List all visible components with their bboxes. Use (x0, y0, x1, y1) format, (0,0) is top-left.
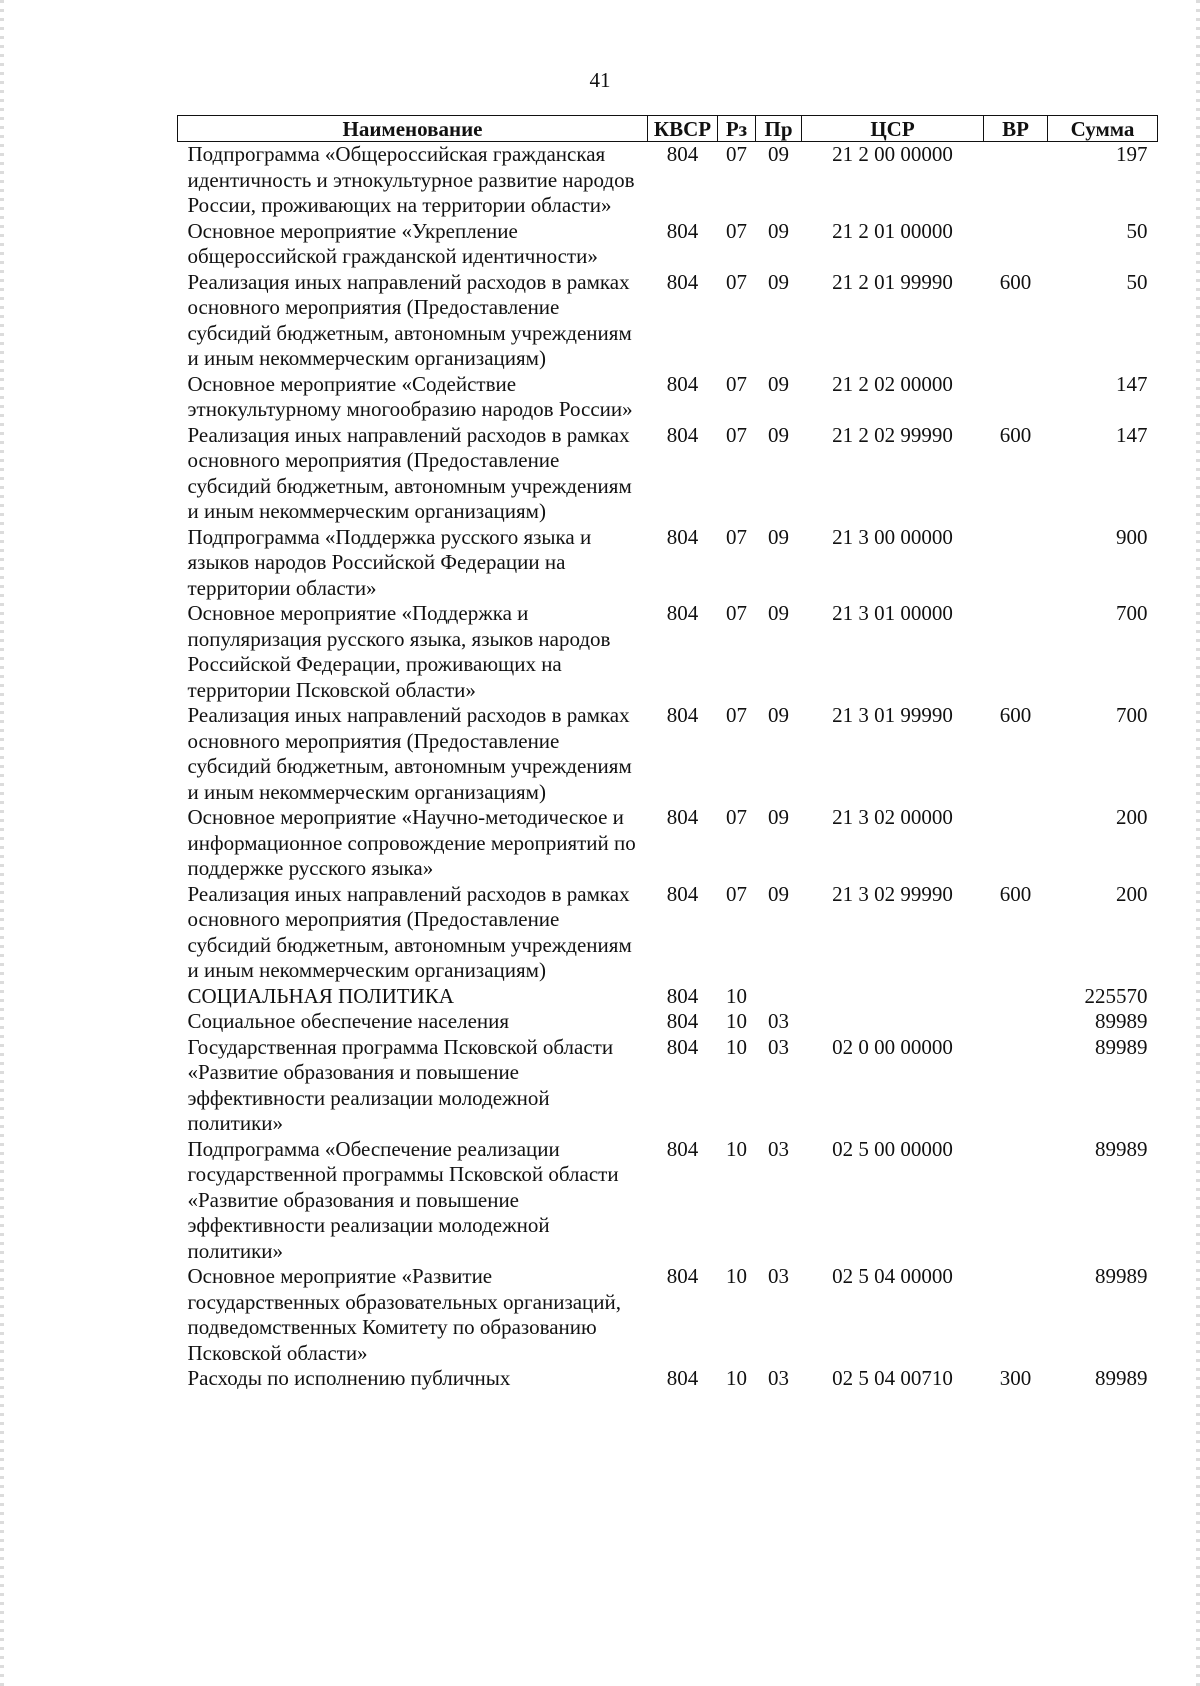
row-name: Социальное обеспечение населения (187, 1009, 510, 1033)
row-sum: 50 (1126, 218, 1148, 243)
header-rz: Рз (718, 116, 756, 142)
table-row (178, 882, 1158, 984)
row-vr: 600 (999, 703, 1032, 727)
row-name: Подпрограмма «Поддержка русского языка и языков народов Российской Федерации на территории области» (187, 524, 592, 600)
row-csr (802, 984, 984, 1010)
row-rz: 07 (726, 805, 747, 829)
row-pr: 09 (768, 703, 789, 727)
row-kvsr: 804 (666, 1264, 699, 1288)
table-row (178, 1366, 1158, 1392)
row-name: Расходы по исполнению публичных (187, 1366, 511, 1390)
row-kvsr: 804 (666, 371, 699, 396)
header-vr: ВР (984, 116, 1048, 142)
table-row (178, 270, 1158, 372)
budget-table (177, 115, 1158, 1392)
row-kvsr: 804 (666, 703, 699, 727)
scan-edge-right (1196, 0, 1200, 1686)
row-kvsr: 804 (666, 1366, 699, 1390)
page-number: 41 (589, 68, 611, 92)
row-kvsr: 804 (666, 805, 699, 829)
row-sum: 147 (1116, 422, 1148, 447)
row-kvsr: 804 (666, 601, 699, 625)
row-sum: 89989 (1095, 1264, 1148, 1288)
row-rz: 07 (726, 601, 747, 625)
row-sum: 900 (1116, 524, 1148, 549)
row-kvsr: 804 (666, 1034, 699, 1059)
table-row (178, 525, 1158, 602)
row-csr: 21 3 00 00000 (832, 524, 953, 549)
row-vr (984, 984, 1048, 1010)
row-vr (984, 1009, 1048, 1035)
table-row (178, 805, 1158, 882)
row-name: Основное мероприятие «Укрепление общероссийской гражданской идентичности» (187, 218, 598, 268)
row-sum: 700 (1116, 601, 1148, 625)
row-csr: 21 2 02 00000 (832, 371, 953, 396)
row-vr (984, 142, 1048, 219)
row-csr: 02 5 04 00000 (832, 1264, 953, 1288)
row-csr (802, 1009, 984, 1035)
row-vr (984, 805, 1048, 882)
row-pr: 09 (768, 805, 789, 829)
row-sum: 89989 (1095, 1136, 1148, 1161)
row-sum: 89989 (1095, 1009, 1148, 1033)
row-vr (984, 601, 1048, 703)
row-csr: 21 3 02 99990 (832, 881, 953, 906)
row-kvsr: 804 (666, 269, 699, 294)
row-name: Государственная программа Псковской области «Развитие образования и повышение эффективности реализации молодежной политики» (187, 1034, 614, 1135)
row-name: Подпрограмма «Общероссийская гражданская идентичность и этнокультурное развитие народов России, проживающих на территории области» (187, 142, 635, 217)
row-name: Основное мероприятие «Поддержка и популяризация русского языка, языков народов Российской Федерации, проживающих на территории Псковской области» (187, 601, 611, 702)
row-kvsr: 804 (666, 422, 699, 447)
header-csr: ЦСР (802, 116, 984, 142)
row-vr (984, 1137, 1048, 1265)
row-pr: 09 (768, 422, 789, 447)
scan-edge-left (0, 0, 4, 1686)
row-pr: 09 (768, 881, 789, 906)
row-vr (984, 1264, 1048, 1366)
row-csr: 21 3 02 00000 (832, 805, 953, 829)
row-name: Основное мероприятие «Научно-методическое и информационное сопровождение мероприятий по поддержке русского языка» (187, 805, 636, 880)
row-vr: 300 (999, 1366, 1032, 1390)
row-vr (984, 525, 1048, 602)
row-csr: 21 2 02 99990 (832, 422, 953, 447)
table-row (178, 1264, 1158, 1366)
row-kvsr: 804 (666, 881, 699, 906)
table-body (178, 142, 1158, 1392)
row-pr: 09 (768, 371, 789, 396)
table-row (178, 423, 1158, 525)
row-csr: 02 5 04 00710 (832, 1366, 953, 1390)
row-vr: 600 (999, 269, 1032, 294)
row-kvsr: 804 (666, 1009, 699, 1033)
row-name: Реализация иных направлений расходов в рамках основного мероприятия (Предоставление субсидий бюджетным, автономным учреждениям и иным некоммерческим организациям) (187, 269, 632, 370)
row-vr: 600 (999, 422, 1032, 447)
row-rz: 10 (726, 1366, 747, 1390)
header-pr: Пр (756, 116, 802, 142)
row-sum: 225570 (1084, 983, 1148, 1008)
row-vr (984, 219, 1048, 270)
row-csr: 02 5 00 00000 (832, 1136, 953, 1161)
row-rz: 07 (726, 269, 747, 294)
row-csr: 21 3 01 99990 (832, 703, 953, 727)
row-rz: 10 (726, 1009, 747, 1033)
row-sum: 50 (1126, 269, 1148, 294)
row-rz: 07 (726, 218, 747, 243)
table-row (178, 703, 1158, 805)
row-name: Реализация иных направлений расходов в рамках основного мероприятия (Предоставление субсидий бюджетным, автономным учреждениям и иным некоммерческим организациям) (187, 703, 632, 804)
row-name: Подпрограмма «Обеспечение реализации государственной программы Псковской области «Развитие образования и повышение эффективности реализации молодежной политики» (187, 1136, 619, 1263)
table-row (178, 1137, 1158, 1265)
row-kvsr: 804 (666, 983, 699, 1008)
row-sum: 200 (1116, 805, 1148, 829)
row-rz: 07 (726, 703, 747, 727)
table-row (178, 1035, 1158, 1137)
table-row (178, 142, 1158, 219)
row-rz: 07 (726, 371, 747, 396)
table-row (178, 372, 1158, 423)
row-rz: 10 (726, 1136, 747, 1161)
row-rz: 07 (726, 422, 747, 447)
row-csr: 02 0 00 00000 (832, 1034, 953, 1059)
row-rz: 07 (726, 881, 747, 906)
row-pr: 03 (768, 1136, 789, 1161)
table-row (178, 219, 1158, 270)
row-sum: 200 (1116, 881, 1148, 906)
row-rz: 10 (726, 983, 747, 1008)
row-sum: 89989 (1095, 1034, 1148, 1059)
row-rz: 10 (726, 1264, 747, 1288)
row-name: Основное мероприятие «Содействие этнокультурному многообразию народов России» (187, 371, 633, 421)
row-csr: 21 3 01 00000 (832, 601, 953, 625)
row-sum: 700 (1116, 703, 1148, 727)
row-name: Основное мероприятие «Развитие государственных образовательных организаций, подведомственных Комитету по образованию Псковской области» (187, 1264, 622, 1365)
row-pr: 03 (768, 1366, 789, 1390)
row-csr: 21 2 01 99990 (832, 269, 953, 294)
row-name: СОЦИАЛЬНАЯ ПОЛИТИКА (187, 983, 454, 1008)
row-pr: 09 (768, 218, 789, 243)
row-pr: 03 (768, 1264, 789, 1288)
row-pr: 09 (768, 142, 789, 166)
header-name: Наименование (178, 116, 648, 142)
row-vr (984, 1035, 1048, 1137)
row-sum: 89989 (1095, 1366, 1148, 1390)
row-kvsr: 804 (666, 524, 699, 549)
row-sum: 197 (1116, 142, 1148, 166)
row-vr: 600 (999, 881, 1032, 906)
row-sum: 147 (1116, 371, 1148, 396)
row-name: Реализация иных направлений расходов в рамках основного мероприятия (Предоставление субсидий бюджетным, автономным учреждениям и иным некоммерческим организациям) (187, 422, 632, 523)
row-csr: 21 2 01 00000 (832, 218, 953, 243)
header-kvsr: КВСР (648, 116, 718, 142)
table-row (178, 1009, 1158, 1035)
table-row (178, 601, 1158, 703)
row-kvsr: 804 (666, 218, 699, 243)
row-vr (984, 372, 1048, 423)
row-pr: 03 (768, 1009, 789, 1033)
header-sum: Сумма (1048, 116, 1158, 142)
row-rz: 07 (726, 524, 747, 549)
row-pr: 03 (768, 1034, 789, 1059)
row-pr: 09 (768, 524, 789, 549)
row-kvsr: 804 (666, 142, 699, 166)
row-pr: 09 (768, 269, 789, 294)
row-rz: 07 (726, 142, 747, 166)
row-pr: 09 (768, 601, 789, 625)
row-pr (756, 984, 802, 1010)
table-header-row (178, 116, 1158, 142)
row-name: Реализация иных направлений расходов в рамках основного мероприятия (Предоставление субсидий бюджетным, автономным учреждениям и иным некоммерческим организациям) (187, 881, 632, 982)
row-csr: 21 2 00 00000 (832, 142, 953, 166)
row-rz: 10 (726, 1034, 747, 1059)
table-row (178, 984, 1158, 1010)
row-kvsr: 804 (666, 1136, 699, 1161)
